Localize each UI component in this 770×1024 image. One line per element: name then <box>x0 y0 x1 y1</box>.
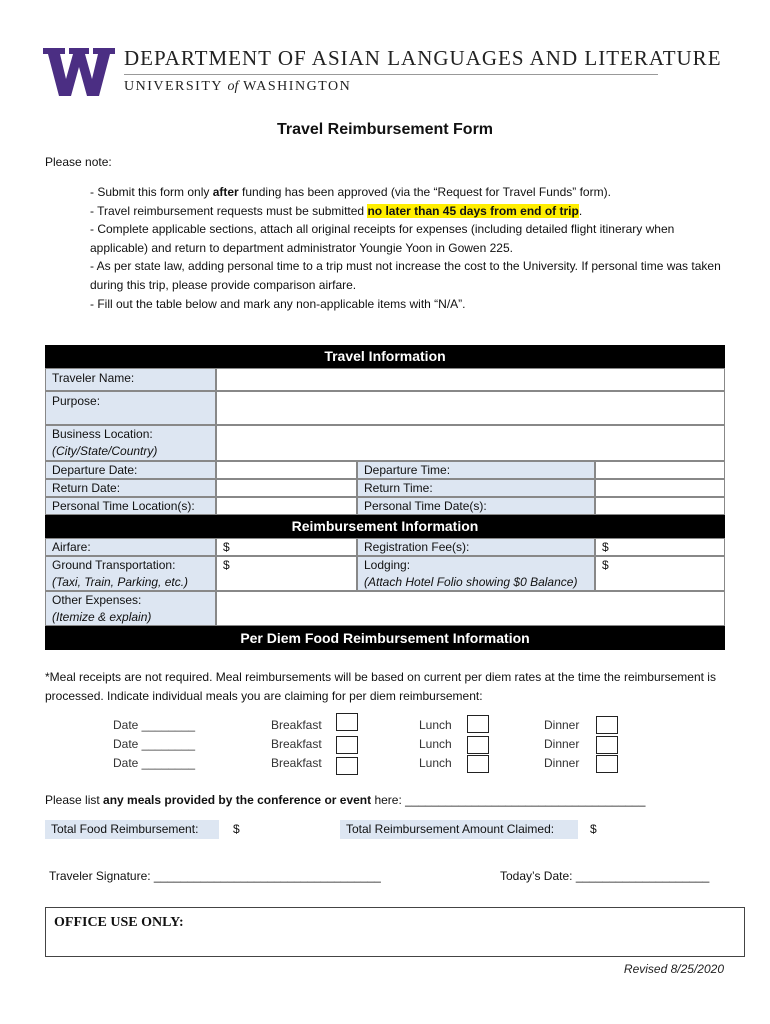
return-date-label: Return Date: <box>45 479 216 497</box>
registration-fee-field[interactable]: $ <box>595 538 725 556</box>
reimbursement-info-heading: Reimbursement Information <box>45 515 725 538</box>
airfare-label: Airfare: <box>45 538 216 556</box>
meal-date-2: Date ________ <box>113 737 196 751</box>
return-time-label: Return Time: <box>357 479 595 497</box>
breakfast-column: Breakfast Breakfast Breakfast <box>271 718 322 770</box>
lunch-column: Lunch Lunch Lunch <box>419 718 452 770</box>
lodging-field[interactable]: $ <box>595 556 725 591</box>
total-food-label: Total Food Reimbursement: <box>45 820 219 839</box>
traveler-name-label: Traveler Name: <box>45 368 216 391</box>
dinner-checkbox-2[interactable] <box>596 736 618 754</box>
note-3: - Complete applicable sections, attach all original receipts for expenses (including detailed flight itinerary when applicable) and return to department administrator Youngie Yoon in Gowen 225. <box>90 222 675 255</box>
meal-date-3: Date ________ <box>113 756 196 770</box>
instructions <box>90 183 730 313</box>
form-title: Travel Reimbursement Form <box>276 121 494 138</box>
dinner-checkbox-3[interactable] <box>596 755 618 773</box>
note-4: - As per state law, adding personal time to a trip must not increase the cost to the University. If personal time was taken during this trip, please provide comparison airfare. <box>90 259 721 292</box>
meals-provided-line[interactable]: Please list any meals provided by the conference or event here: ____________________________________ <box>45 793 646 807</box>
department-name: DEPARTMENT OF ASIAN LANGUAGES AND LITERATURE <box>124 46 722 70</box>
ground-transport-field[interactable]: $ <box>216 556 357 591</box>
departure-date-label: Departure Date: <box>45 461 216 479</box>
per-diem-heading: Per Diem Food Reimbursement Information <box>45 626 725 650</box>
travel-info-heading: Travel Information <box>45 345 725 368</box>
breakfast-checkbox-2[interactable] <box>336 736 358 754</box>
personal-time-locations-label: Personal Time Location(s): <box>45 497 216 515</box>
departure-time-field[interactable] <box>595 461 725 479</box>
traveler-signature-line[interactable]: Traveler Signature: __________________________________ <box>49 869 381 883</box>
note-1: - Submit this form only after funding has been approved (via the “Request for Travel Funds” form). <box>90 185 611 199</box>
departure-time-label: Departure Time: <box>357 461 595 479</box>
ground-transport-label: Ground Transportation: (Taxi, Train, Parking, etc.) <box>45 556 216 591</box>
breakfast-checkbox-3[interactable] <box>336 757 358 775</box>
lunch-checkbox-3[interactable] <box>467 755 489 773</box>
business-location-field[interactable] <box>216 425 725 461</box>
note-2: - Travel reimbursement requests must be submitted no later than 45 days from end of trip. <box>90 203 583 218</box>
traveler-name-field[interactable] <box>216 368 725 391</box>
departure-date-field[interactable] <box>216 461 357 479</box>
office-use-label: OFFICE USE ONLY: <box>54 915 184 930</box>
personal-time-locations-field[interactable] <box>216 497 357 515</box>
dinner-checkbox-1[interactable] <box>596 716 618 734</box>
office-use-box <box>45 907 745 957</box>
personal-time-dates-label: Personal Time Date(s): <box>357 497 595 515</box>
purpose-field[interactable] <box>216 391 725 425</box>
other-expenses-label: Other Expenses: (Itemize & explain) <box>45 591 216 626</box>
header-divider <box>124 74 658 75</box>
todays-date-line[interactable]: Today’s Date: ____________________ <box>500 869 710 883</box>
registration-fee-label: Registration Fee(s): <box>357 538 595 556</box>
purpose-label: Purpose: <box>45 391 216 425</box>
meal-date-column <box>113 716 195 773</box>
total-claimed-label: Total Reimbursement Amount Claimed: <box>340 820 578 839</box>
business-location-label: Business Location: (City/State/Country) <box>45 425 216 461</box>
total-claimed-field[interactable]: $ <box>590 822 597 836</box>
uw-w-logo-icon <box>43 48 115 96</box>
please-note-label: Please note: <box>45 155 112 169</box>
return-date-field[interactable] <box>216 479 357 497</box>
lunch-checkbox-2[interactable] <box>467 736 489 754</box>
other-expenses-field[interactable] <box>216 591 725 626</box>
dinner-column: Dinner Dinner Dinner <box>544 718 580 770</box>
return-time-field[interactable] <box>595 479 725 497</box>
letterhead <box>40 44 722 104</box>
meal-note: *Meal receipts are not required. Meal reimbursements will be based on current per diem rates at the time the reimbursement is processed. Indicate individual meals you are claiming for per diem reimbursement: <box>45 670 716 703</box>
total-food-field[interactable]: $ <box>233 822 240 836</box>
meal-date-1: Date ________ <box>113 718 196 732</box>
lunch-checkbox-1[interactable] <box>467 715 489 733</box>
personal-time-dates-field[interactable] <box>595 497 725 515</box>
university-name: UNIVERSITY of WASHINGTON <box>124 79 352 94</box>
airfare-field[interactable]: $ <box>216 538 357 556</box>
breakfast-checkbox-1[interactable] <box>336 713 358 731</box>
note-5: - Fill out the table below and mark any non-applicable items with “N/A”. <box>90 296 466 311</box>
revision-date: Revised 8/25/2020 <box>623 962 724 976</box>
lodging-label: Lodging: (Attach Hotel Folio showing $0 Balance) <box>357 556 595 591</box>
